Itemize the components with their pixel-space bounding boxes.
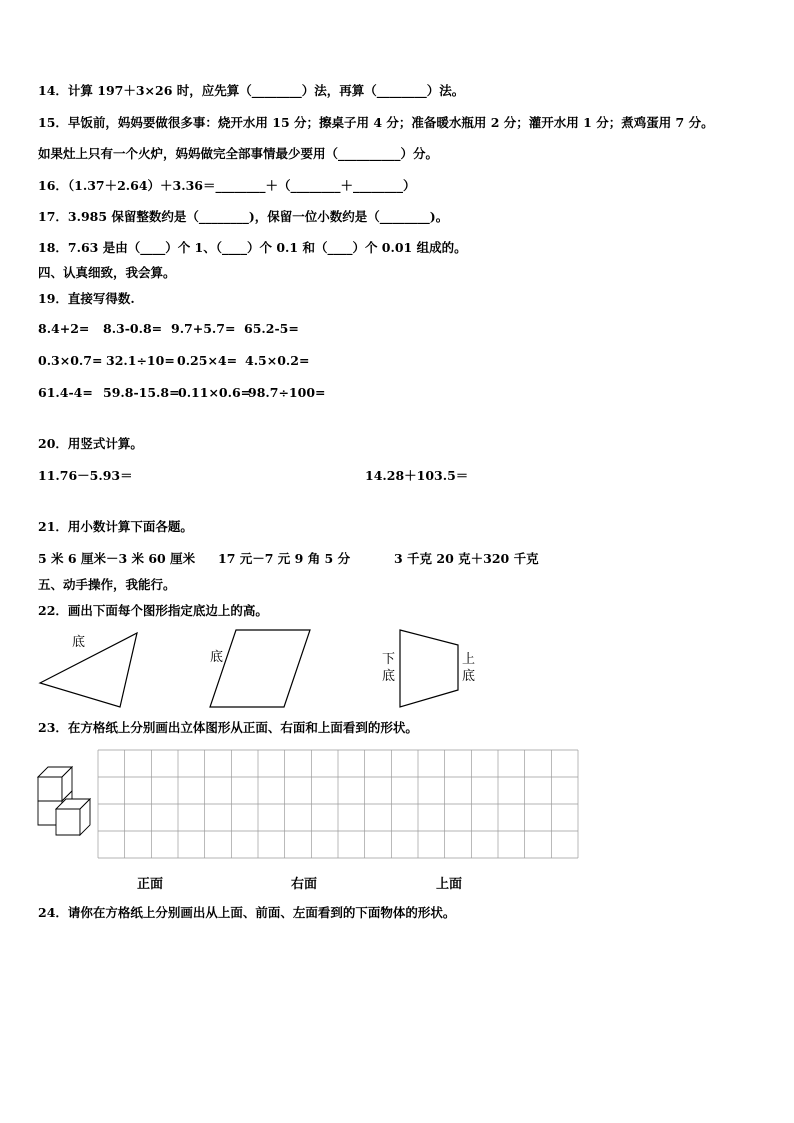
q21-item-1: 5 米 6 厘米－3 米 60 厘米 [38,551,196,566]
q19: 19．直接写得数. [38,291,135,306]
q16: 16．（1.37＋2.64）＋3.36＝________＋（________＋________） [38,178,416,193]
q15-line1: 15．早饭前，妈妈要做很多事：烧开水用 15 分；擦桌子用 4 分；准备暖水瓶用 2 分；灌开水用 1 分；煮鸡蛋用 7 分。 [38,115,714,130]
q20-item-2: 14.28＋103.5＝ [365,468,469,483]
calc-row: 0.11×0.6= [178,385,252,400]
q21-item-3: 3 千克 20 克＋320 千克 [394,551,539,566]
parallelogram-base-label: 底 [210,650,224,665]
q20-item-1: 11.76－5.93＝ [38,468,133,483]
q23: 23．在方格纸上分别画出立体图形从正面、右面和上面看到的形状。 [38,720,418,735]
section-5-heading: 五、动手操作，我能行。 [38,577,176,592]
trapezoid-lower-label-1: 下 [382,652,396,667]
calc-row: 8.4+2= [38,321,90,336]
calc-row: 98.7÷100= [248,385,326,400]
front-view-label: 正面 [137,877,164,892]
triangle-base-label: 底 [72,635,86,650]
q14: 14．计算 197＋3×26 时，应先算（________）法，再算（________）法。 [38,83,465,98]
calc-row: 4.5×0.2= [245,353,310,368]
calc-row: 32.1÷10= [106,353,175,368]
right-view-label: 右面 [291,877,318,892]
trapezoid-lower-label-2: 底 [382,669,396,684]
trapezoid-upper-label-2: 底 [462,669,476,684]
q22: 22．画出下面每个图形指定底边上的高。 [38,603,268,618]
q15-line2: 如果灶上只有一个火炉，妈妈做完全部事情最少要用（__________）分。 [38,146,439,161]
top-view-label: 上面 [436,877,463,892]
section-4-heading: 四、认真细致，我会算。 [38,265,176,280]
calc-row: 0.3×0.7= [38,353,103,368]
q20: 20．用竖式计算。 [38,436,143,451]
calc-row: 61.4-4= [38,385,93,400]
calc-row: 65.2-5= [244,321,299,336]
q21-item-2: 17 元－7 元 9 角 5 分 [218,551,351,566]
calc-row: 0.25×4= [177,353,238,368]
q17: 17．3.985 保留整数约是（________)，保留一位小数约是（________)。 [38,209,449,224]
trapezoid-upper-label-1: 上 [462,652,476,667]
calc-row: 8.3-0.8= [103,321,163,336]
q18: 18．7.63 是由（____）个 1、（____）个 0.1 和（____）个 0.01 组成的。 [38,240,467,255]
calc-row: 59.8-15.8= [103,385,180,400]
q24: 24．请你在方格纸上分别画出从上面、前面、左面看到的下面物体的形状。 [38,905,456,920]
q21: 21．用小数计算下面各题。 [38,519,193,534]
calc-row: 9.7+5.7= [171,321,236,336]
